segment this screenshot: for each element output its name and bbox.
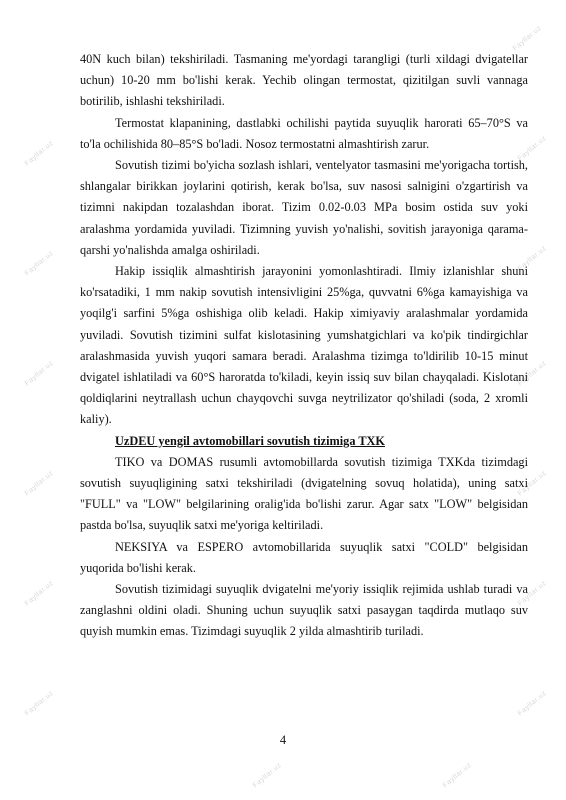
watermark: Fayllar.uz — [23, 579, 56, 608]
body-text — [80, 49, 528, 643]
paragraph: Termostat klapanining, dastlabki ochilishi paytida suyuqlik harorati 65–70°S va to'la ochilishida 80–85°S bo'ladi. Nosoz termostatni almashtirish zarur. — [80, 115, 528, 151]
watermark: Fayllar.uz — [516, 244, 549, 273]
watermark: Fayllar.uz — [516, 469, 549, 498]
paragraph: Hakip issiqlik almashtirish jarayonini yomonlashtiradi. Ilmiy izlanishlar shuni ko'rsatadiki, 1 mm nakip sovutish intensivligini 25%ga, quvvatni 6%ga kamayishiga va yoqilg'i sarfini 5%ga oshishiga olib keladi. Hakip ximiyaviy aralashmalar yordamida yuviladi. Sovutish tizimini sulfat kislotasining yumshatgichlari va ko'pik tindirgichlar aralashmasida yuvish yuqori samara beradi. Aralashma tizimga to'ldirilib 10-15 minut dvigatel ishlatiladi va 60°S haroratda to'kiladi, keyin issiq suv bilan chayqaladi. Kislotani qoldiqlarini neytrallash uchun chayqovchi suvga neytrilizator qo'shiladi (soda, 2 xromli kaliy). — [80, 264, 528, 427]
watermark: Fayllar.uz — [516, 359, 549, 388]
page-number: 4 — [279, 733, 287, 747]
watermark: Fayllar.uz — [23, 359, 56, 388]
watermark: Fayllar.uz — [516, 689, 549, 718]
paragraph: Sovutish tizimi bo'yicha sozlash ishlari, ventelyator tasmasini me'yorigacha tortish, shlangalar birikkan joylarini qotirish, kerak bo'lsa, suv nasosi salnigini o'zgartirish va tizimni nakipdan tozalashdan iborat. Tizim 0.02-0.03 MPa bosim ostida suv yoki aralashma yordamida yuviladi. Tizimning yuvish yo'nalishi, sovitish jarayoniga qarama-qarshi yo'nalishda amalga oshiriladi. — [80, 158, 528, 257]
paragraph: TIKO va DOMAS rusumli avtomobillarda sovutish tizimiga TXKda tizimdagi sovutish suyuqligining satxi tekshiriladi (dvigatelning sovuq holatida), uning satxi "FULL" va "LOW" belgilarining oralig'ida bo'lishi zarur. Agar satx "LOW" belgisidan pastda bo'lsa, suyuqlik satxi me'yoriga keltiriladi. — [80, 454, 528, 533]
paragraph: NEKSIYA va ESPERO avtomobillarida suyuqlik satxi "COLD" belgisidan yuqorida bo'lishi kerak. — [80, 539, 528, 575]
watermark: Fayllar.uz — [516, 134, 549, 163]
watermark: Fayllar.uz — [441, 761, 474, 790]
watermark: Fayllar.uz — [516, 579, 549, 608]
section-heading: UzDEU yengil avtomobillari sovutish tizimiga TXK — [115, 433, 385, 448]
watermark: Fayllar.uz — [251, 761, 284, 790]
watermark: Fayllar.uz — [511, 24, 544, 53]
paragraph: 40N kuch bilan) tekshiriladi. Tasmaning me'yordagi tarangligi (turli xildagi dvigatellar uchun) 10-20 mm bo'lishi kerak. Yechib olingan termostat, qizitilgan suvli vannaga botirilib, ishlashi tekshiriladi. — [80, 52, 528, 109]
watermark: Fayllar.uz — [23, 469, 56, 498]
watermark: Fayllar.uz — [23, 249, 56, 278]
paragraph: Sovutish tizimidagi suyuqlik dvigatelni me'yoriy issiqlik rejimida ushlab turadi va zanglashni oldini oladi. Shuning uchun suyuqlik satxi pasaygan taqdirda mutlaqo suv quyish mumkin emas. Tizimdagi suyuqlik 2 yilda almashtirib turiladi. — [80, 582, 528, 639]
watermark: Fayllar.uz — [23, 139, 56, 168]
watermark: Fayllar.uz — [23, 689, 56, 718]
